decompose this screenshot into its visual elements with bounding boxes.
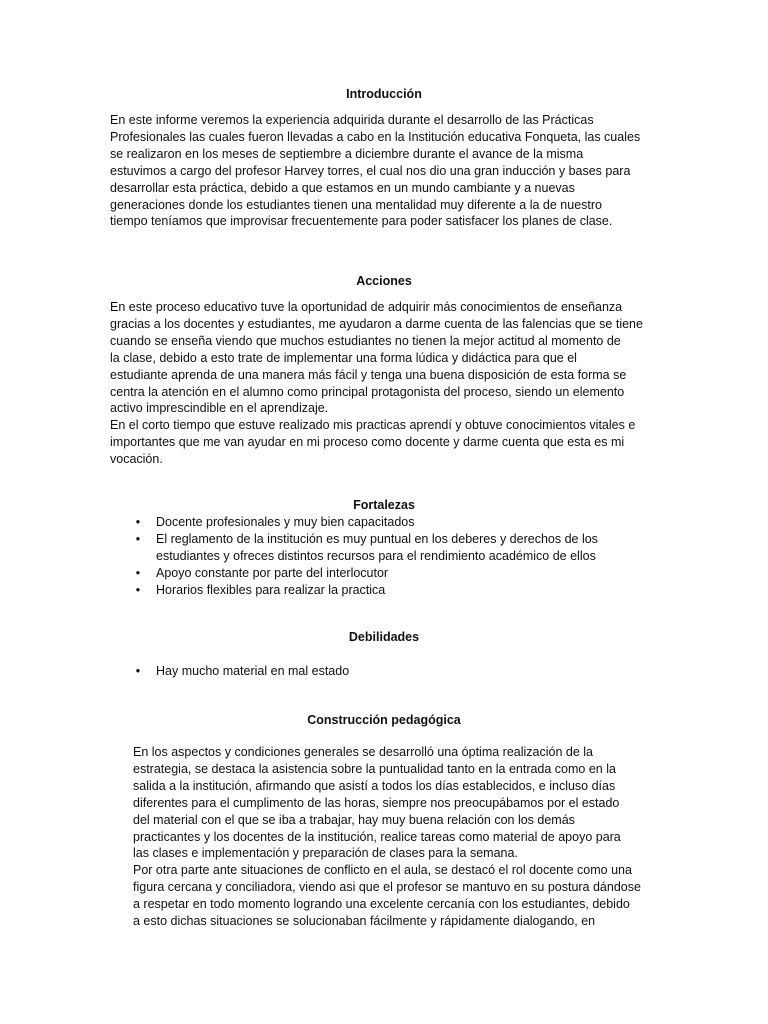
paragraph-line: cuando se enseña viendo que muchos estudiantes no tienen la mejor actitud al momento de	[110, 333, 621, 348]
paragraph-line: desarrollar esta práctica, debido a que estamos en un mundo cambiante y a nuevas	[110, 180, 575, 195]
introduccion-paragraph	[110, 112, 640, 230]
fortalezas-list	[110, 514, 598, 599]
acciones-heading: Acciones	[356, 274, 412, 288]
debilidades-list	[110, 663, 349, 680]
list-item	[110, 663, 349, 680]
list-item	[110, 582, 598, 599]
paragraph-line: En este informe veremos la experiencia adquirida durante el desarrollo de las Prácticas	[110, 113, 594, 127]
list-item-line: estudiantes y ofreces distintos recursos para el rendimiento académico de ellos	[156, 548, 596, 563]
paragraph-line: se realizaron en los meses de septiembre a diciembre durante el avance de la misma	[110, 146, 584, 161]
paragraph-line: En los aspectos y condiciones generales se desarrolló una óptima realización de la	[133, 745, 593, 759]
paragraph-line: del material con el que se iba a trabajar, hay muy buena relación con los demás	[133, 812, 575, 827]
paragraph-line: diferentes para el cumplimento de las horas, siempre nos preocupábamos por el estado	[133, 795, 620, 810]
paragraph-line: generaciones donde los estudiantes tienen una mentalidad muy diferente a la de nuestro	[110, 197, 603, 212]
bullet-icon: •	[135, 664, 141, 678]
bullet-icon: •	[135, 515, 141, 529]
paragraph-line: salida a la institución, afirmando que asistí a todos los días establecidos, e incluso días	[133, 778, 616, 793]
paragraph-line: Por otra parte ante situaciones de conflicto en el aula, se destacó el rol docente como una	[133, 863, 632, 878]
bullet-icon: •	[135, 531, 141, 546]
paragraph-line: estrategia, se destaca la asistencia sobre la puntualidad tanto en la entrada como en la	[133, 761, 616, 776]
paragraph-line: Profesionales las cuales fueron llevadas a cabo en la Institución educativa Fonqueta, las cuales	[110, 129, 641, 144]
paragraph-line: tiempo teníamos que improvisar frecuentemente para poder satisfacer los planes de clase.	[110, 214, 613, 229]
list-item-line: Horarios flexibles para realizar la practica	[156, 582, 386, 597]
paragraph-line: estudiante aprenda de una manera más fácil y tenga una buena disposición de esta forma se	[110, 367, 627, 382]
list-item	[110, 565, 598, 582]
list-item	[110, 531, 598, 565]
paragraph-line: estuvimos a cargo del profesor Harvey torres, el cual nos dio una gran inducción y bases para	[110, 163, 631, 178]
paragraph-line: a esto dichas situaciones se solucionaban fácilmente y rápidamente dialogando, en	[133, 914, 596, 929]
list-item-line: El reglamento de la institución es muy puntual en los deberes y derechos de los	[156, 531, 598, 546]
paragraph-line: gracias a los docentes y estudiantes, me ayudaron a darme cuenta de las falencias que se tiene	[110, 316, 643, 331]
introduccion-heading: Introducción	[346, 87, 422, 101]
list-item	[110, 514, 598, 531]
bullet-icon: •	[135, 582, 141, 597]
construccion-paragraph	[133, 744, 641, 930]
paragraph-line: practicantes y los docentes de la institución, realice tareas como material de apoyo para	[133, 829, 621, 844]
paragraph-line: la clase, debido a esto trate de implementar una forma lúdica y didáctica para que el	[110, 350, 577, 365]
paragraph-line: las clases e implementación y preparación de clases para la semana.	[133, 846, 518, 861]
list-item-line: Hay mucho material en mal estado	[156, 664, 350, 678]
debilidades-heading: Debilidades	[348, 630, 420, 644]
list-item-line: Apoyo constante por parte del interlocutor	[156, 565, 389, 580]
paragraph-line: importantes que me van ayudar en mi proceso como docente y darme cuenta que esta es mi	[110, 435, 625, 450]
paragraph-line: figura cercana y conciliadora, viendo asi que el profesor se mantuvo en su postura dándose	[133, 880, 641, 895]
paragraph-line: a respetar en todo momento logrando una excelente cercanía con los estudiantes, debido	[133, 897, 630, 912]
paragraph-line: En este proceso educativo tuve la oportunidad de adquirir más conocimientos de enseñanza	[110, 300, 623, 314]
paragraph-line: activo imprescindible en el aprendizaje.	[110, 401, 329, 416]
construccion-heading: Construcción pedagógica	[307, 713, 461, 727]
list-item-line: Docente profesionales y muy bien capacitados	[156, 515, 415, 529]
paragraph-line: centra la atención en el alumno como principal protagonista del proceso, siendo un elemento	[110, 384, 625, 399]
paragraph-line: vocación.	[110, 452, 163, 467]
bullet-icon: •	[135, 565, 141, 580]
acciones-paragraph	[110, 299, 643, 468]
fortalezas-heading: Fortalezas	[353, 498, 415, 512]
paragraph-line: En el corto tiempo que estuve realizado mis practicas aprendí y obtuve conocimientos vitales e	[110, 418, 636, 433]
